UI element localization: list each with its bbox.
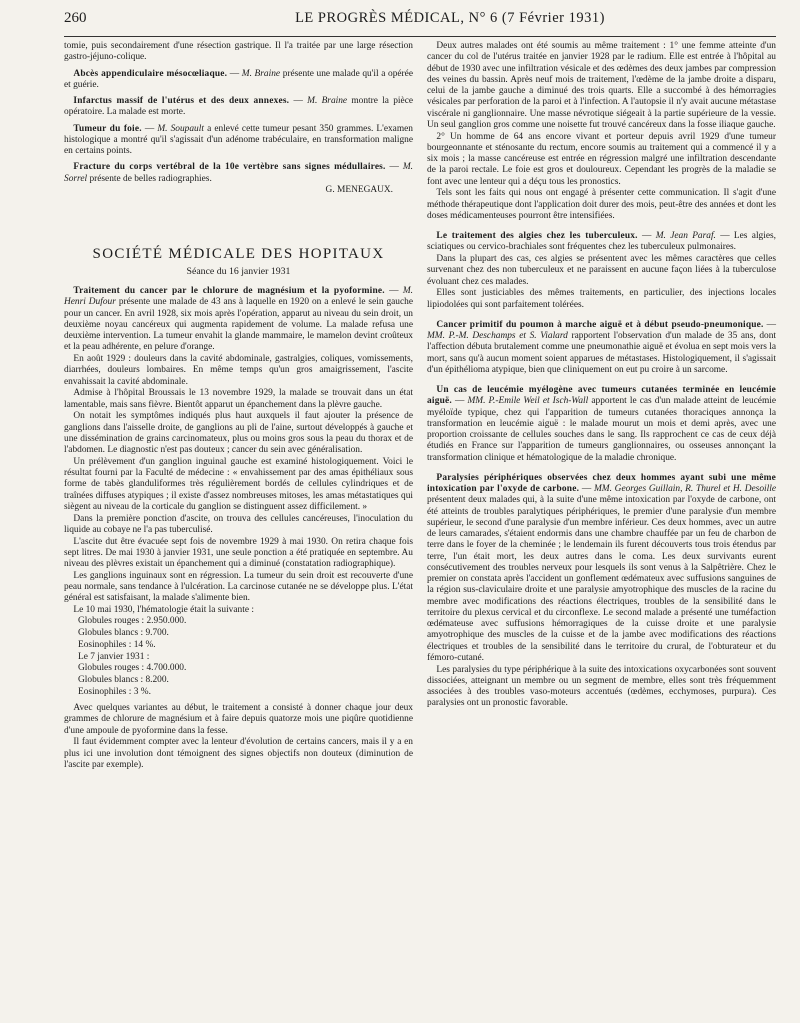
communication-title: Traitement du cancer par le chlorure de magnésium et la pyoformine. [73, 286, 385, 296]
author: M. Jean Paraf. [655, 231, 716, 241]
paragraph: Les paralysies du type périphérique à la suite des intoxications oxycarbonées sont souvent dissociées, atteignant un membre ou un segment de membre, elles sont très fréquemment associées à des troubles vaso-moteurs accentués (œdèmes, ecchymoses, purpura). Ces paralysies ont un pronostic favorable. [427, 664, 776, 709]
hematology-line: Globules blancs : 8.200. [78, 675, 169, 685]
communication-title: Paralysies périphériques observées chez deux hommes ayant subi une même intoxication par l'oxyde de carbone. [427, 472, 776, 494]
communication-text: montre la pièce opératoire. La malade est morte. [64, 96, 414, 118]
communication-title: Abcès appendiculaire mésocœliaque. [73, 68, 228, 79]
communication-text: présente une malade de 43 ans à laquelle en 1920 on a enlevé le sein gauche pour un cancer. En avril 1928, six mois après l'opération, apparut au niveau du sein droit, un deuxième noyau cancéreux qui augmenta rapidement de volume. La malade refusa une deuxième intervention. La tumeur envahit la glande mammaire, le mamelon devint croûteux et la peau adhérente, en pelure d'orange. [64, 297, 414, 353]
communication: Abcès appendiculaire mésocœliaque. — M. Braine présente une malade qu'il a opérée et guérie. [64, 68, 414, 90]
paragraph: Tels sont les faits qui nous ont engagé à présenter cette communication. Il s'agit d'une méthode thérapeutique dont l'application doit durer des mois, peut-être des années et dont les doses médicamenteuses pourront être intensifiées. [427, 188, 776, 221]
paragraph: 2° Un homme de 64 ans encore vivant et porteur depuis avril 1929 d'une tumeur bourgeonnante et sténosante du rectum, encore soumis au traitement qui a commencé il y a six mois ; la masse cancéreuse est entrée en régression malgré une infiltration descendante de la paroi rectale. Le foie est gros et douloureux. Cependant les progrès de la maladie se font avec une lenteur qui a déçu tous les pronostics. [427, 131, 776, 187]
paragraph: Il faut évidemment compter avec la lenteur d'évolution de certains cancers, mais il y a en plus ici une involution dont témoignent des signes objectifs non douteux (diminution de l'ascite par exemple). [64, 737, 413, 770]
author: M. Soupault [157, 123, 204, 134]
communication-text: Les algies, sciatiques ou cervico-brachiales sont fréquentes chez les tuberculeux pulmonaires. [427, 231, 776, 253]
author: M. Henri Dufour [64, 286, 413, 308]
paragraph: Deux autres malades ont été soumis au même traitement : 1° une femme atteinte d'un cancer du col de l'utérus traitée en janvier 1928 par le radium. Elle est entrée à l'hôpital au début de 1930 avec une infiltration vésicale et des œdèmes des deux jambes par compression des veines du bassin. Après neuf mois de traitement, l'œdème de la jambe droite a disparu, celui de la jambe gauche a diminué des trois quarts. Elle a succombé à des hémorragies vésicales par perforation de la paroi et à l'infection. A l'autopsie il n'y avait aucune métastase viscérale ni ganglionnaire. Une masse névrotique siégeait à la partie supérieure de la vessie. Un seul ganglion gros comme une noisette fut trouvé cancéreux dans la fosse iliaque gauche. [427, 41, 776, 130]
society-heading: SOCIÉTÉ MÉDICALE DES HOPITAUX [92, 245, 385, 262]
page-number: 260 [64, 10, 87, 26]
paragraph: Les ganglions inguinaux sont en régression. La tumeur du sein droit est recouverte d'une peau normale, sans tendance à l'ulcération. La carcinose cutanée ne se développe plus. L'état général est satisfaisant, la malade s'alimente bien. [64, 570, 413, 604]
author: M. Braine [307, 96, 348, 106]
paragraph: Un prélèvement d'un ganglion inguinal gauche est examiné histologiquement. Voici le résultat fourni par la Faculté de médecine : « envahissement par des amas épithéliaux sous forme de tabès glanduliformes très régulièrement bordés de cellules cylindriques et de traînées diffuses atypiques ; il existe d'assez nombreuses mitoses, les amas métastatiques qui siègent au niveau de la corticale du ganglion se distinguent assez difficilement. » [64, 456, 413, 512]
communication-title: Fracture du corps vertébral de la 10e vertèbre sans signes médullaires. [73, 162, 386, 173]
paragraph: Avec quelques variantes au début, le traitement a consisté à donner chaque jour deux grammes de chlorure de magnésium et à faire depuis quatorze mois une piqûre quotidienne d'une ampoule de pyoformine dans la fesse. [64, 703, 413, 736]
session-date: Séance du 16 janvier 1931 [186, 265, 291, 277]
communication: Fracture du corps vertébral de la 10e vertèbre sans signes médullaires. — M. Sorrel présente de belles radiographies. [64, 162, 413, 184]
communication: Cancer primitif du poumon à marche aiguë et à début pseudo-pneumonique. — MM. P.-M. Deschamps et S. Vialard rapportent l'observation d'un malade de 35 ans, dont l'affection débuta brutalement comme une pneumonathie aiguë et évolua en sept mois vers la mort, sans qu'à aucun moment soient apparues de métastases. Histologiquement, il s'agissait d'un épithélioma atypique, bien que cliniquement on eut pu croire à un sarcome. [427, 319, 777, 375]
page-header [64, 10, 776, 37]
communication-text: présente une malade qu'il a opérée et guérie. [64, 68, 414, 90]
right-column [427, 41, 776, 771]
hematology-list [64, 616, 413, 698]
paragraph: Dans la première ponction d'ascite, on trouva des cellules cancéreuses, l'inoculation du liquide au cobaye ne l'a pas tuberculisé. [64, 513, 413, 535]
left-column [64, 41, 413, 771]
communication: Traitement du cancer par le chlorure de magnésium et la pyoformine. — M. Henri Dufour présente une malade de 43 ans à laquelle en 1920 on a enlevé le sein gauche pour un cancer. En avril 1928, six mois après l'opération, apparut au niveau du sein droit, un deuxième noyau cancéreux qui augmenta rapidement de volume. La malade refusa une deuxième intervention. La tumeur envahit la glande mammaire, le mamelon devint croûteux et la peau adhérente, en pelure d'orange. [64, 286, 414, 353]
communication-text: présente de belles radiographies. [89, 173, 212, 184]
communication-text: rapportent l'observation d'un malade de 35 ans, dont l'affection débuta brutalement comme une pneumonathie aiguë et évolua en sept mois vers la mort, sans qu'à aucun moment soient apparues de métastases. Histologiquement, il s'agissait d'un épithélioma atypique, bien que cliniquement on eut pu croire à un sarcome. [427, 331, 777, 375]
communication: Infarctus massif de l'utérus et des deux annexes. — M. Braine montre la pièce opératoire. La malade est morte. [64, 96, 414, 118]
signature: G. MENEGAUX. [325, 185, 393, 196]
communication: Un cas de leucémie myélogène avec tumeurs cutanées terminée en leucémie aiguë. — MM. P.-Emile Weil et Isch-Wall apportent le cas d'un malade atteint de leucémie myéloïde typique, chez qui l'apparition de tumeurs cutanées thoraciques annonça la transformation en leucémie aiguë : le malade mourut un mois et demi après, avec une proportion croissante de cellules souches dans le sang. Ils rapprochent ce cas de ceux déjà étudiés en France sur l'apparition de tumeurs ganglionnaires, ou osseuses annonçant la transformation clinique et hématologique de la maladie chronique. [427, 385, 777, 463]
communication: Tumeur du foie. — M. Soupault a enlevé cette tumeur pesant 350 grammes. L'examen histologique a montré qu'il s'agissait d'un adénome trabéculaire, en transformation maligne en certains points. [64, 123, 413, 156]
communication-title: Cancer primitif du poumon à marche aiguë et à début pseudo-pneumonique. [436, 319, 764, 330]
communication: Le traitement des algies chez les tuberculeux. — M. Jean Paraf. — Les algies, sciatiques ou cervico-brachiales sont fréquentes chez les tuberculeux pulmonaires. [427, 231, 776, 253]
hematology-line: Eosinophiles : 3 %. [78, 686, 151, 697]
paragraph: On notait les symptômes indiqués plus haut auxquels il faut ajouter la présence de ganglions dans l'aisselle droite, de ganglions au pli de l'aine, surtout développés à gauche et une dissémination de grains carcinomateux, plus ou moins gros sous la peau du thorax et de l'abdomen. Le diagnostic n'est pas douteux ; cancer du sein avec généralisation. [64, 411, 413, 455]
hematology-line: Globules blancs : 9.700. [78, 628, 169, 638]
communication: Paralysies périphériques observées chez deux hommes ayant subi une même intoxication par l'oxyde de carbone. — MM. Georges Guillain, R. Thurel et H. Desoille présentent deux malades qui, à la suite d'une même intoxication par l'oxyde de carbone, ont été atteints de troubles paralytiques périphériques, le premier d'une paralysie d'un membre supérieur, le second d'une paralysie d'un membre inférieur. Ces deux hommes, avec un autre de leurs camarades, s'étaient endormis dans une chambre chauffée par un feu de charbon de terre dans le foyer de la cheminée ; le lendemain ils furent découverts tous trois étendus par terre, l'un était mort, les deux autres dans le coma. Les deux survivants eurent consécutivement des troubles nerveux pour lesquels ils sont venus à la Salpêtrière. Chez le premier on constata après l'accident un gonflement œdémateux avec suffusions sanguines de la région sus-claviculaire droite et une paralysie amyotrophique des muscles de la racine du membre avec modifications des réactions électriques, troubles de la sensibilité dans le territoire du plexus cervical et du circonflexe. Le second malade a présenté une tuméfaction œdémateuse avec suffusions hémorragiques de la cuisse droite et une paralysie amyotrophique des muscles de la cuisse et de la jambe avec modifications des réactions électriques et troubles de la sensibilité dans le territoire du crural, de l'obturateur et du fémoro-cutané. [427, 472, 776, 663]
paragraph: En août 1929 : douleurs dans la cavité abdominale, gastralgies, coliques, vomissements, diarrhées, douleurs lombaires. En même temps qu'un gros amaigrissement, l'ascite envahissait la cavité abdominale. [64, 354, 413, 387]
communication-title: Tumeur du foie. [73, 123, 142, 134]
communication-title: Le traitement des algies chez les tuberculeux. [436, 231, 638, 241]
running-title: LE PROGRÈS MÉDICAL, N° 6 (7 Février 1931) [295, 10, 605, 26]
communication-text: a enlevé cette tumeur pesant 350 grammes. L'examen histologique a montré qu'il s'agissait d'un adénome trabéculaire, en transformation maligne en certains points. [64, 123, 413, 156]
author: MM. P.-M. Deschamps et S. Vialard [427, 331, 568, 341]
paragraph: L'ascite dut être évacuée sept fois de novembre 1929 à mai 1930. On retira chaque fois sept litres. De mai 1930 à janvier 1931, une seule ponction a été pratiquée en septembre. Au niveau des plèvres existait un épanchement qui a diminué (constatation radiographique). [64, 536, 413, 569]
paragraph: Elles sont justiciables des mêmes traitements, en particulier, des injections locales lipiodolées qui sont parfaitement tolérées. [427, 288, 776, 310]
text-columns [64, 41, 776, 771]
hematology-line: Eosinophiles : 14 %. [78, 639, 156, 650]
communication-title: Un cas de leucémie myélogène avec tumeurs cutanées terminée en leucémie aiguë. [427, 385, 776, 407]
hematology-line: Le 7 janvier 1931 : [78, 651, 150, 662]
paragraph: Admise à l'hôpital Broussais le 13 novembre 1929, la malade se trouvait dans un état lamentable, mais sans fièvre. Bientôt apparut un épanchement dans la plèvre gauche. [64, 388, 413, 410]
communication-text: apportent le cas d'un malade atteint de leucémie myéloïde typique, chez qui l'apparition de tumeurs cutanées thoraciques annonça la transformation en leucémie aiguë : le malade mourut un mois et demi après, avec une proportion croissante de cellules souches dans le sang. Ils rapprochent ce cas de ceux déjà étudiés en France sur l'apparition de tumeurs ganglionnaires, ou osseuses annonçant la transformation clinique et hématologique de la maladie chronique. [427, 396, 777, 463]
author: M. Sorrel [64, 162, 413, 184]
communication-title: Infarctus massif de l'utérus et des deux annexes. [73, 96, 290, 106]
communication-text: présentent deux malades qui, à la suite d'une même intoxication par l'oxyde de carbone, ont été atteints de troubles paralytiques périphériques, le premier d'une paralysie d'un membre supérieur, le second d'une paralysie d'un membre inférieur. Ces deux hommes, avec un autre de leurs camarades, s'étaient endormis dans une chambre chauffée par un feu de charbon de terre dans le foyer de la cheminée ; le lendemain ils furent découverts tous trois étendus par terre, l'un était mort, les deux autres dans le coma. Les deux survivants eurent consécutivement des troubles nerveux pour lesquels ils sont venus à la Salpêtrière. Chez le premier on constata après l'accident un gonflement œdémateux avec suffusions sanguines de la région sus-claviculaire droite et une paralysie amyotrophique des muscles de la racine du membre avec modifications des réactions électriques, troubles de la sensibilité dans le territoire du plexus cervical et du circonflexe. Le second malade a présenté une tuméfaction œdémateuse avec suffusions hémorragiques de la cuisse droite et une paralysie amyotrophique des muscles de la cuisse et de la jambe avec modifications des réactions électriques et troubles de la sensibilité dans le territoire du crural, de l'obturateur et du fémoro-cutané. [427, 495, 776, 663]
hematology-line: Globules rouges : 2.950.000. [78, 616, 187, 627]
author: M. Braine [241, 68, 281, 79]
paragraph: Dans la plupart des cas, ces algies se présentent avec les mêmes caractères que celles survenant chez des non tuberculeux et ne paraissent en aucune façon liées à la tuberculose évoluant chez ces malades. [427, 254, 776, 287]
paragraph: tomie, puis secondairement d'une résection gastrique. Il l'a traitée par une large résection gastro-jéjuno-colique. [64, 41, 413, 63]
author: MM. Georges Guillain, R. Thurel et H. Desoille [593, 484, 776, 494]
hematology-line: Globules rouges : 4.700.000. [78, 663, 187, 674]
paragraph: Le 10 mai 1930, l'hématologie était la suivante : [73, 605, 254, 615]
author: MM. P.-Emile Weil et Isch-Wall [467, 396, 589, 407]
